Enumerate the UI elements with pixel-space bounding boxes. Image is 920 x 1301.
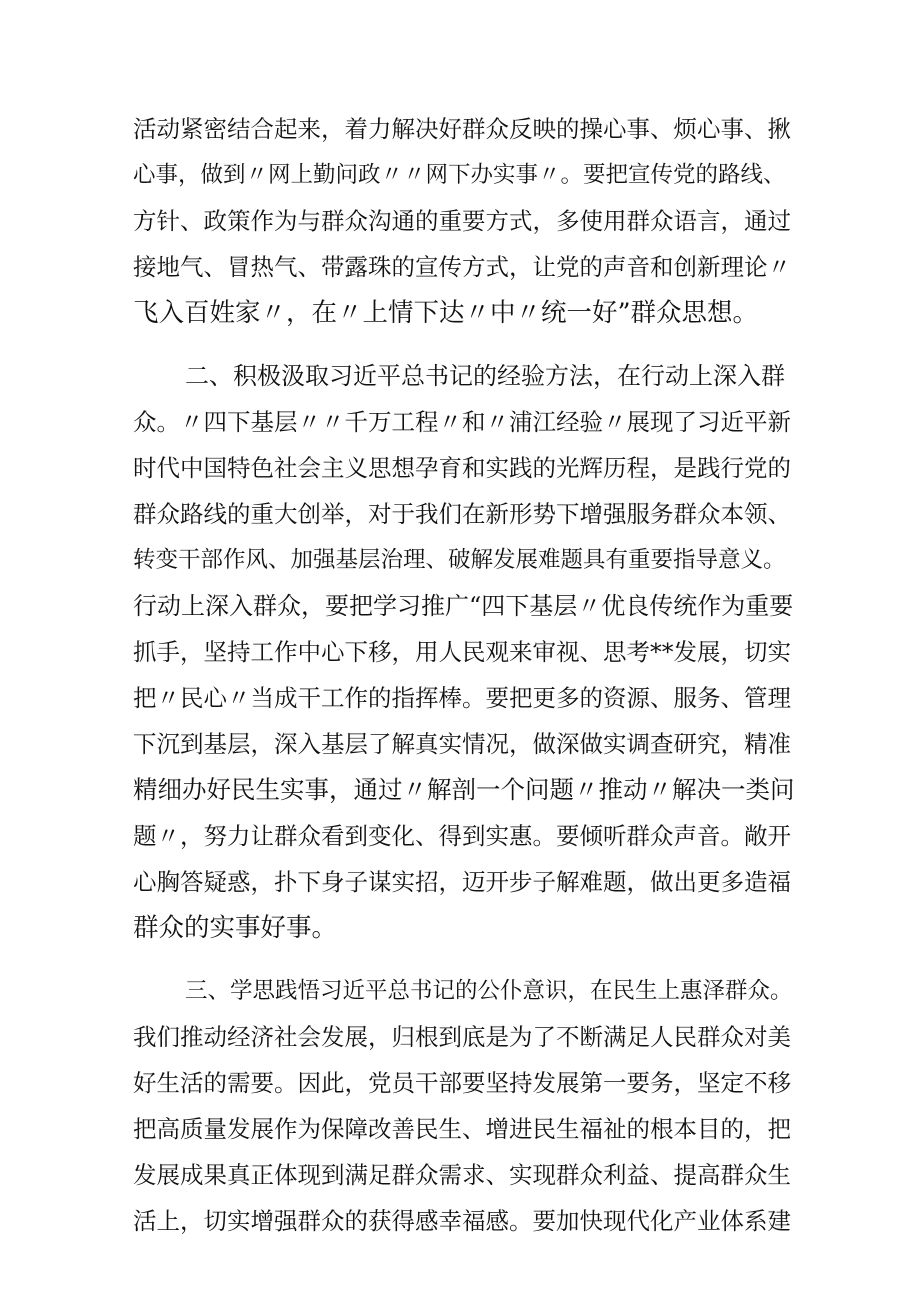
- text-line: 把高质量发展作为保障改善民生、增进民生福祉的根本目的，把: [133, 1115, 791, 1143]
- text-line: 下沉到基层，深入基层了解真实情况，做深做实调查研究，精准: [133, 730, 791, 758]
- text-line: 方针、政策作为与群众沟通的重要方式，多使用群众语言，通过: [133, 207, 791, 235]
- text-line: 时代中国特色社会主义思想孕育和实践的光辉历程，是践行党的: [133, 454, 791, 482]
- text-line: 接地气、冒热气、带露珠的宣传方式，让党的声音和创新理论〃: [133, 253, 791, 281]
- text-line: 飞入百姓家〃，在〃上情下达〃中〃统一好”群众思想。: [133, 298, 759, 328]
- text-line: 我们推动经济社会发展，归根到底是为了不断满足人民群众对美: [133, 1023, 791, 1051]
- text-line: 众。〃四下基层〃〃千万工程〃和〃浦江经验〃展现了习近平新: [133, 408, 791, 436]
- text-line: 转变干部作风、加强基层治理、破解发展难题具有重要指导意义。: [133, 547, 786, 573]
- text-line: 发展成果真正体现到满足群众需求、实现群众利益、提高群众生: [133, 1161, 791, 1189]
- text-line: 活上，切实增强群众的获得感幸福感。要加快现代化产业体系建: [133, 1207, 791, 1235]
- section-heading-line: 三、学思践悟习近平总书记的公仆意识，在民生上惠泽群众。: [185, 978, 793, 1004]
- text-line: 群众路线的重大创举，对于我们在新形势下增强服务群众本领、: [133, 500, 791, 528]
- text-line: 群众的实事好事。: [133, 913, 338, 943]
- text-line: 心事，做到〃网上勤问政〃〃网下办实事〃。要把宣传党的路线、: [133, 162, 786, 188]
- text-line: 抓手，坚持工作中心下移，用人民观来审视、思考**发展，切实: [133, 638, 791, 666]
- text-line: 精细办好民生实事，通过〃解剖一个问题〃推动〃解决一类问: [133, 775, 795, 804]
- text-line: 行动上深入群众，要把学习推广“四下基层〃优良传统作为重要: [133, 592, 794, 620]
- text-line: 好生活的需要。因此，党员干部要坚持发展第一要务，坚定不移: [133, 1069, 791, 1097]
- section-heading-line: 二、积极汲取习近平总书记的经验方法，在行动上深入群: [185, 362, 785, 390]
- text-line: 心胸答疑惑，扑下身子谋实招，迈开步子解难题，做出更多造福: [133, 868, 791, 896]
- text-line: 活动紧密结合起来，着力解决好群众反映的操心事、烦心事、揪: [133, 115, 791, 143]
- text-line: 题〃，努力让群众看到变化、得到实惠。要倾听群众声音。敞开: [133, 822, 791, 850]
- text-line: 把〃民心〃当成干工作的指挥棒。要把更多的资源、服务、管理: [133, 684, 791, 712]
